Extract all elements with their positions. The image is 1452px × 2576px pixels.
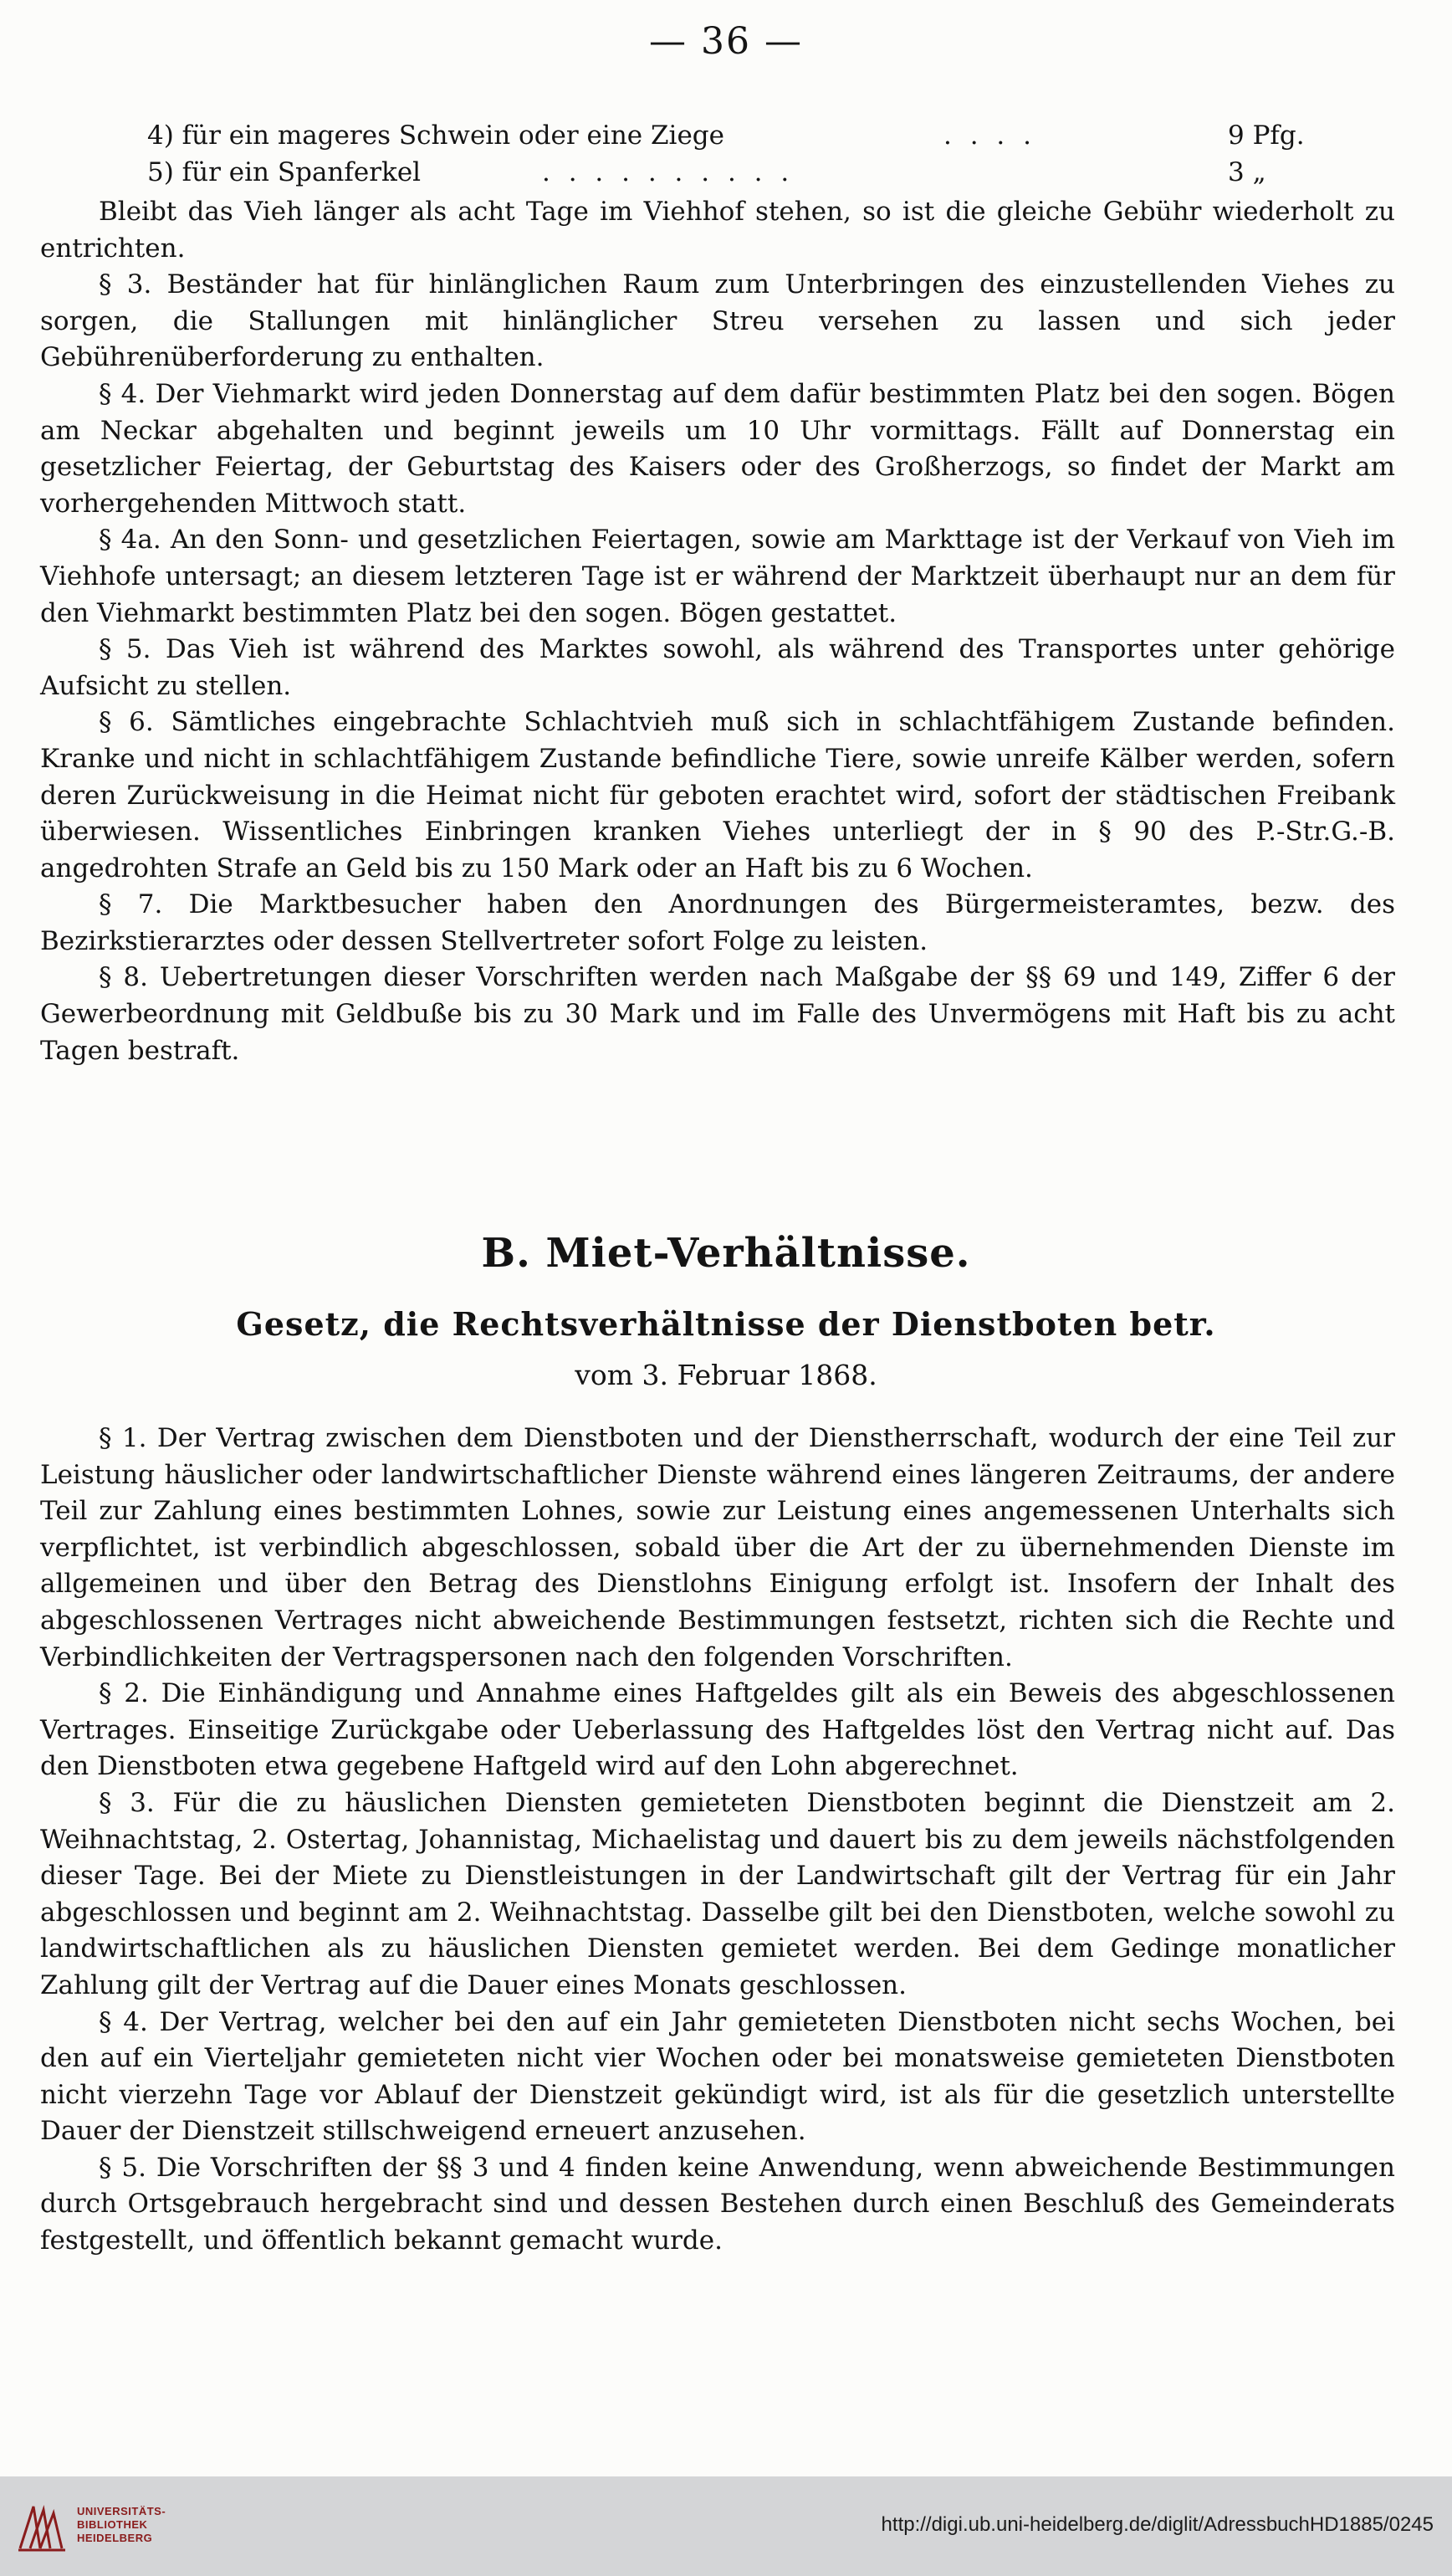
logo-line: UNIVERSITÄTS- <box>77 2505 166 2517</box>
fee-row <box>40 117 1395 154</box>
fee-dots: . . . . . . . . . . <box>542 157 795 187</box>
paragraph-section-4: § 4. Der Viehmarkt wird jeden Donnerstag auf dem dafür bestimmten Platz bei den sogen. Bögen am Neckar abgehalten und beginnt jeweils um 10 Uhr vormittags. Fällt auf Donnerstag ein gesetzlicher Feiertag, der Geburtstag des Kaisers oder des Großherzogs, so findet der Markt am vorhergehenden Mittwoch statt. <box>40 378 1395 519</box>
paragraph: Bleibt das Vieh länger als acht Tage im Viehhof stehen, so ist die gleiche Gebühr wiederholt zu entrichten. <box>40 197 1395 264</box>
fee-row <box>40 154 1395 191</box>
paragraph-section-7: § 7. Die Marktbesucher haben den Anordnungen des Bürgermeisteramtes, bezw. des Bezirkstierarztes oder dessen Stellvertreter sofort Folge zu leisten. <box>40 889 1395 956</box>
fee-dots: . . . . <box>943 120 1036 151</box>
fee-label: 4) für ein mageres Schwein oder eine Ziege <box>147 120 724 151</box>
paragraph-section-3: § 3. Für die zu häuslichen Diensten gemieteten Dienstboten beginnt die Dienstzeit am 2. Weihnachtstag, 2. Ostertag, Johannistag, Michaelistag und dauert bis zu dem jeweils nächstfolgenden dieser Tage. Bei der Miete zu Dienstleistungen in der Landwirtschaft gilt der Vertrag für ein Jahr abgeschlossen und beginnt am 2. Weihnachtstag. Dasselbe gilt bei den Dienstboten, welche sowohl zu landwirtschaftlichen als zu häuslichen Diensten gemietet werden. Bei dem Gedinge monatlicher Zahlung gilt der Vertrag auf die Dauer eines Monats geschlossen. <box>40 1787 1395 2000</box>
market-regulations-text <box>40 194 1395 1069</box>
paragraph-section-4: § 4. Der Vertrag, welcher bei den auf ein Jahr gemieteten Dienstboten nicht sechs Wochen, bei den auf ein Vierteljahr gemieteten nicht vier Wochen oder bei monatsweise gemieteten Dienstboten nicht vierzehn Tage vor Ablauf der Dienstzeit gekündigt wird, ist als für die gesetzlich unterstellte Dauer der Dienstzeit stillschweigend erneuert anzusehen. <box>40 2006 1395 2147</box>
paragraph-section-8: § 8. Uebertretungen dieser Vorschriften werden nach Maßgabe der §§ 69 und 149, Ziffer 6 der Gewerbeordnung mit Geldbuße bis zu 30 Mark und im Falle des Unvermögens mit Haft bis zu acht Tagen bestraft. <box>40 962 1395 1066</box>
paragraph-section-4a: § 4a. An den Sonn- und gesetzlichen Feiertagen, sowie am Markttage ist der Verkauf von Vieh im Viehhofe untersagt; an diesem letzteren Tage ist er während der Marktzeit überhaupt nur an dem für den Viehmarkt bestimmten Platz bei den sogen. Bögen gestattet. <box>40 525 1395 628</box>
law-title: Gesetz, die Rechtsverhältnisse der Dienstboten betr. <box>236 1305 1216 1343</box>
section-heading: B. Miet-Verhältnisse. <box>481 1230 971 1277</box>
paragraph-section-5: § 5. Die Vorschriften der §§ 3 und 4 finden keine Anwendung, wenn abweichende Bestimmungen durch Ortsgebrauch hergebracht sind und dessen Bestehen durch einen Beschluß des Gemeinderats festgestellt, und öffentlich bekannt gemacht wurde. <box>40 2152 1395 2256</box>
paragraph-section-1: § 1. Der Vertrag zwischen dem Dienstboten und der Dienstherrschaft, wodurch der eine Teil zur Leistung häuslicher oder landwirtschaftlicher Dienste während eines längeren Zeitraums, der andere Teil zur Zahlung eines bestimmten Lohnes, sowie zur Leistung eines angemessenen Unterhalts sich verpflichtet, ist verbindlich abgeschlossen, sobald über die Art der zu übernehmenden Dienste im allgemeinen und über den Betrag des Dienstlohns Einigung erfolgt ist. Insofern der Inhalt des abgeschlossenen Vertrages nicht abweichende Bestimmungen festsetzt, richten sich die Rechte und Verbindlichkeiten der Vertragspersonen nach den folgenden Vorschriften. <box>40 1423 1395 1672</box>
fee-label: 5) für ein Spanferkel <box>147 157 422 187</box>
fee-list <box>40 117 1395 191</box>
paragraph-section-5: § 5. Das Vieh ist während des Marktes sowohl, als während des Transportes unter gehörige Aufsicht zu stellen. <box>40 634 1395 701</box>
logo-line: BIBLIOTHEK <box>77 2518 148 2531</box>
footer-bar <box>0 2476 1452 2576</box>
law-date: vom 3. Februar 1868. <box>575 1359 877 1391</box>
library-logo-icon <box>15 2498 69 2555</box>
paragraph-section-6: § 6. Sämtliches eingebrachte Schlachtvieh muß sich in schlachtfähigem Zustande befinden. Kranke und nicht in schlachtfähigem Zustande befindliche Tiere, sowie unreife Kälber werden, sofern deren Zurückweisung in die Heimat nicht für geboten erachtet wird, sofort der städtischen Freibank überwiesen. Wissentliches Einbringen kranken Viehes unterliegt der in § 90 des P.-Str.G.-B. angedrohten Strafe an Geld bis zu 150 Mark oder an Haft bis zu 6 Wochen. <box>40 707 1395 883</box>
library-logo-text <box>77 2505 166 2545</box>
fee-amount: 9 Pfg. <box>1228 120 1305 151</box>
fee-amount: 3 „ <box>1228 157 1266 187</box>
library-logo[interactable] <box>15 2495 199 2558</box>
paragraph-section-2: § 2. Die Einhändigung und Annahme eines Haftgeldes gilt als ein Beweis des abgeschlossenen Vertrages. Einseitige Zurückgabe oder Ueberlassung des Haftgeldes löst den Vertrag nicht auf. Das den Dienstboten etwa gegebene Haftgeld wird auf den Lohn abgerechnet. <box>40 1678 1395 1782</box>
page-number: — 36 — <box>649 20 803 63</box>
source-url-link[interactable]: http://digi.ub.uni-heidelberg.de/diglit/AdressbuchHD1885/0245 <box>881 2513 1434 2536</box>
logo-line: HEIDELBERG <box>77 2532 153 2544</box>
paragraph-section-3: § 3. Beständer hat für hinlänglichen Raum zum Unterbringen des einzustellenden Viehes zu sorgen, die Stallungen mit hinlänglicher Streu versehen zu lassen und sich jeder Gebührenüberforderung zu enthalten. <box>40 269 1395 373</box>
servants-law-text <box>40 1421 1395 2260</box>
